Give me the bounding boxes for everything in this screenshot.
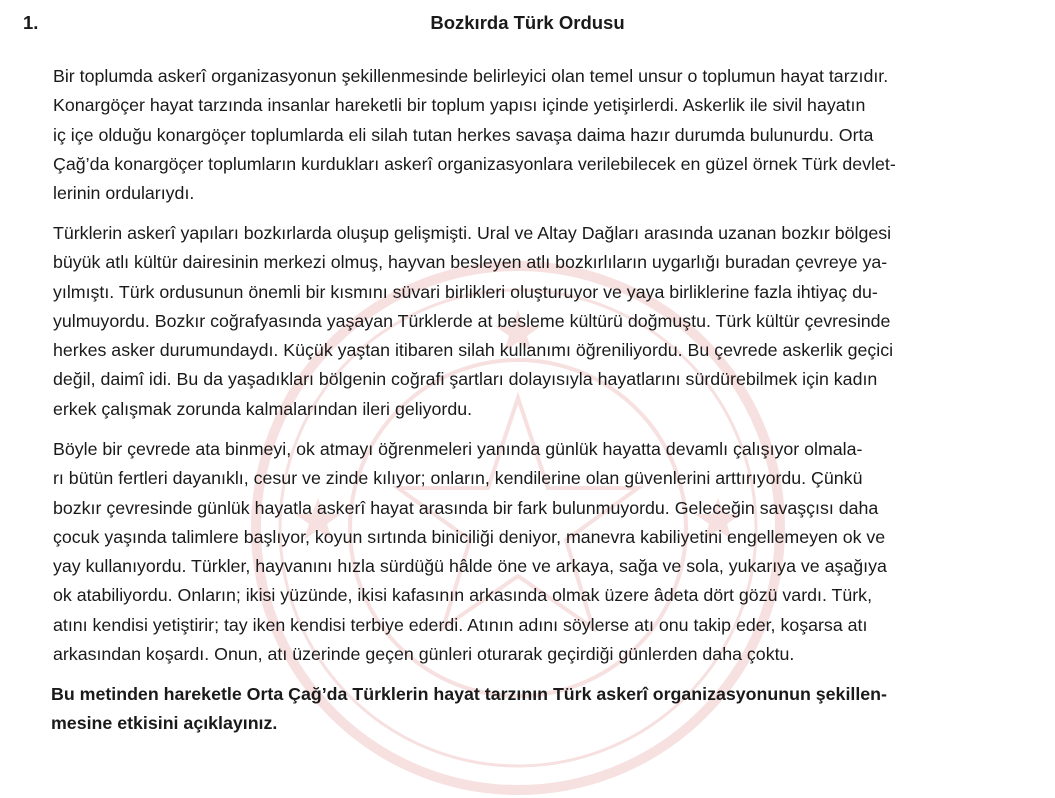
question-number: 1. <box>23 12 39 33</box>
text-line: Konargöçer hayat tarzında insanlar hareketli bir toplum yapısı içinde yetişirlerdi. Askerlik ile sivil hayatın <box>53 95 866 116</box>
text-line: arkasından koşardı. Onun, atı üzerinde geçen günleri oturarak geçirdiği günlerden daha çoktu. <box>53 644 795 665</box>
text-line: Çağ’da konargöçer toplumların kurdukları askerî organizasyonlara verilebilecek en güzel örnek Türk devlet- <box>53 153 896 174</box>
text-line: yay kullanıyordu. Türkler, hayvanını hızla sürdüğü hâlde öne ve arkaya, sağa ve sola, yukarıya ve aşağıya <box>53 556 887 577</box>
text-line: Böyle bir çevrede ata binmeyi, ok atmayı öğrenmeleri yanında günlük hayatta devamlı çalışıyor olmala- <box>53 439 863 459</box>
text-line: büyük atlı kültür dairesinin merkezi olmuş, hayvan besleyen atlı bozkırlıların uygarlığı buradan çevreye ya- <box>53 252 888 273</box>
text-line: değil, daimî idi. Bu da yaşadıkları bölgenin coğrafi şartları dolayısıyla hayatlarını sürdürebilmek için kadın <box>53 369 878 390</box>
text-line: yulmuyordu. Bozkır coğrafyasında yaşayan Türklerde at besleme kültürü doğmuştu. Türk kültür çevresinde <box>53 310 891 331</box>
text-line: iç içe olduğu konargöçer toplumlarda eli silah tutan herkes savaşa daima hazır durumda bulunurdu. Orta <box>53 124 874 145</box>
text-line: herkes asker durumundaydı. Küçük yaştan itibaren silah kullanımı öğreniliyordu. Bu çevrede askerlik geçici <box>53 340 894 361</box>
text-line: Türklerin askerî yapıları bozkırlarda oluşup gelişmişti. Ural ve Altay Dağları arasında uzanan bozkır bölgesi <box>53 223 892 243</box>
paragraph-3 <box>53 435 1043 669</box>
text-line: çocuk yaşında talimlere başlıyor, koyun sırtında biniciliği deniyor, manevra kabiliyetini engellemeyen ok ve <box>53 526 886 547</box>
paragraph-1 <box>53 62 1043 208</box>
question-line: Bu metinden hareketle Orta Çağ’da Türklerin hayat tarzının Türk askerî organizasyonunun şekillen- <box>51 684 887 704</box>
text-line: ok atabiliyordu. Onların; ikisi yüzünde, ikisi kafasının arkasında olmak üzere âdeta dört gözü vardı. Türk, <box>53 585 873 606</box>
text-line: Bir toplumda askerî organizasyonun şekillenmesinde belirleyici olan temel unsur o toplumun hayat tarzıdır. <box>53 66 889 86</box>
question-prompt <box>51 680 1046 738</box>
text-line: rı bütün fertleri dayanıklı, cesur ve zinde kılıyor; onların, kendilerine olan güvenlerini arttırıyordu. Çünkü <box>53 468 863 489</box>
text-line: lerinin ordularıydı. <box>53 183 195 204</box>
document-title: Bozkırda Türk Ordusu <box>430 12 625 33</box>
text-line: yılmıştı. Türk ordusunun önemli bir kısmını süvari birlikleri oluşturuyor ve yaya birliklerine fazla ihtiyaç du- <box>53 281 878 302</box>
paragraph-2 <box>53 219 1043 424</box>
text-line: atını kendisi yetiştirir; tay iken kendisi terbiye ederdi. Atının adını söylerse atı onu takip eder, koşarsa atı <box>53 614 868 635</box>
text-line: bozkır çevresinde günlük hayatla askerî hayat arasında bir fark bulunmuyordu. Geleceğin savaşçısı daha <box>53 497 879 518</box>
question-line: mesine etkisini açıklayınız. <box>51 713 278 733</box>
text-line: erkek çalışmak zorunda kalmalarından ileri geliyordu. <box>53 398 473 419</box>
